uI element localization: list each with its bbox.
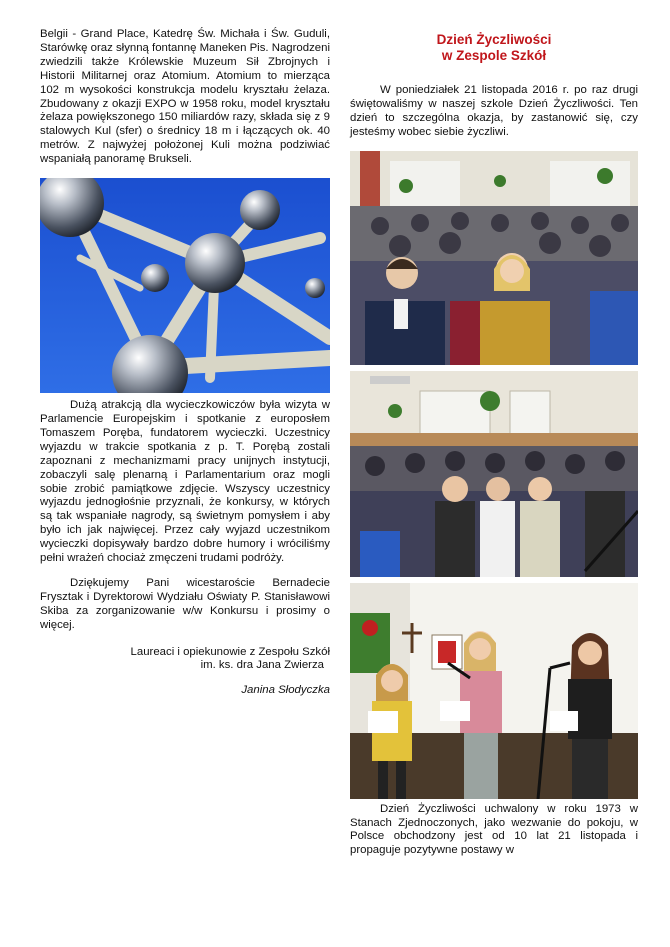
right-column [350,32,638,858]
author-name: Janina Słodyczka [241,684,330,697]
thanks-paragraph: Dziękujemy Pani wicestaroście Bernadecie Frysztak i Dyrektorowi Wydziału Oświaty P. Stanisławowi Skiba za zorganizowanie w/w Konkursu i prosimy o więcej. [40,576,330,631]
signature-line-1: Laureaci i opiekunowie z Zespołu Szkół [130,645,330,658]
history-paragraph: Dzień Życzliwości uchwalony w roku 1973 w Stanach Zjednoczonych, jako wezwanie do pokoju, w Polsce obchodzony jest od 10 lat 21 listopada i propaguje pozytywne postawy w [350,802,638,857]
intro-paragraph: W poniedziałek 21 listopada 2016 r. po raz drugi świętowaliśmy w naszej szkole Dzień Życzliwości. Ten dzień to szczególna okazja, by zastanowić się, czy jesteśmy wobec siebie życzliwi. [350,84,638,138]
article-title-line-2: w Zespole Szkół [441,48,547,63]
audience-photo-2 [350,371,638,577]
parliament-paragraph: Dużą atrakcją dla wycieczkowiczów była wizyta w Parlamencie Europejskim i spotkanie z europosłem Tomaszem Poręba, fundatorem wycieczki. Uczestnicy wyjazdu w trakcie spotkania z p. T. Porębą zostali zapoznani z mechanizmami pracy unijnych instytucji, zobaczyli salę plenarną i Parlamentarium oraz mogli sobie zrobić pamiątkowe zdjęcie. Wszyscy uczestnicy wyjazdu jednogłośnie przyznali, że konkursy, w których są tak wspaniałe nagrody, są świetnym pomysłem i aby było ich jak najwięcej. Przez cały wyjazd uczestnikom wycieczki dopisywały bardzo dobre humory i wróciliśmy pełni wrażeń chociaż zmęczeni trudami podróży. [40,399,330,565]
atomium-photo [40,178,330,393]
audience-photo-1 [350,151,638,365]
article-title-line-1: Dzień Życzliwości [436,32,552,47]
signature-line-2: im. ks. dra Jana Zwierza [200,659,324,672]
performers-photo [350,583,638,799]
atomium-paragraph: Belgii - Grand Place, Katedrę Św. Michała i Św. Guduli, Starówkę oraz słynną fontannę Maneken Pis. Nagrodzeni zwiedzili także Królewskie Muzeum Sił Zbrojnych i Historii Militarnej oraz Atomium. Atomium to mierząca 102 m wysokości konstrukcja modelu kryształu żelaza. Zbudowany z okazji EXPO w 1958 roku, model kryształu żelaza powiększonego 150 miliardów razy, składa się z 9 stalowych Kul (sfer) o średnicy 18 m i łączących ok. 40 metrów. Z najwyżej położonej Kuli można podziwiać wspaniałą panoramę Brukseli. [40,28,330,166]
left-column [40,28,330,698]
